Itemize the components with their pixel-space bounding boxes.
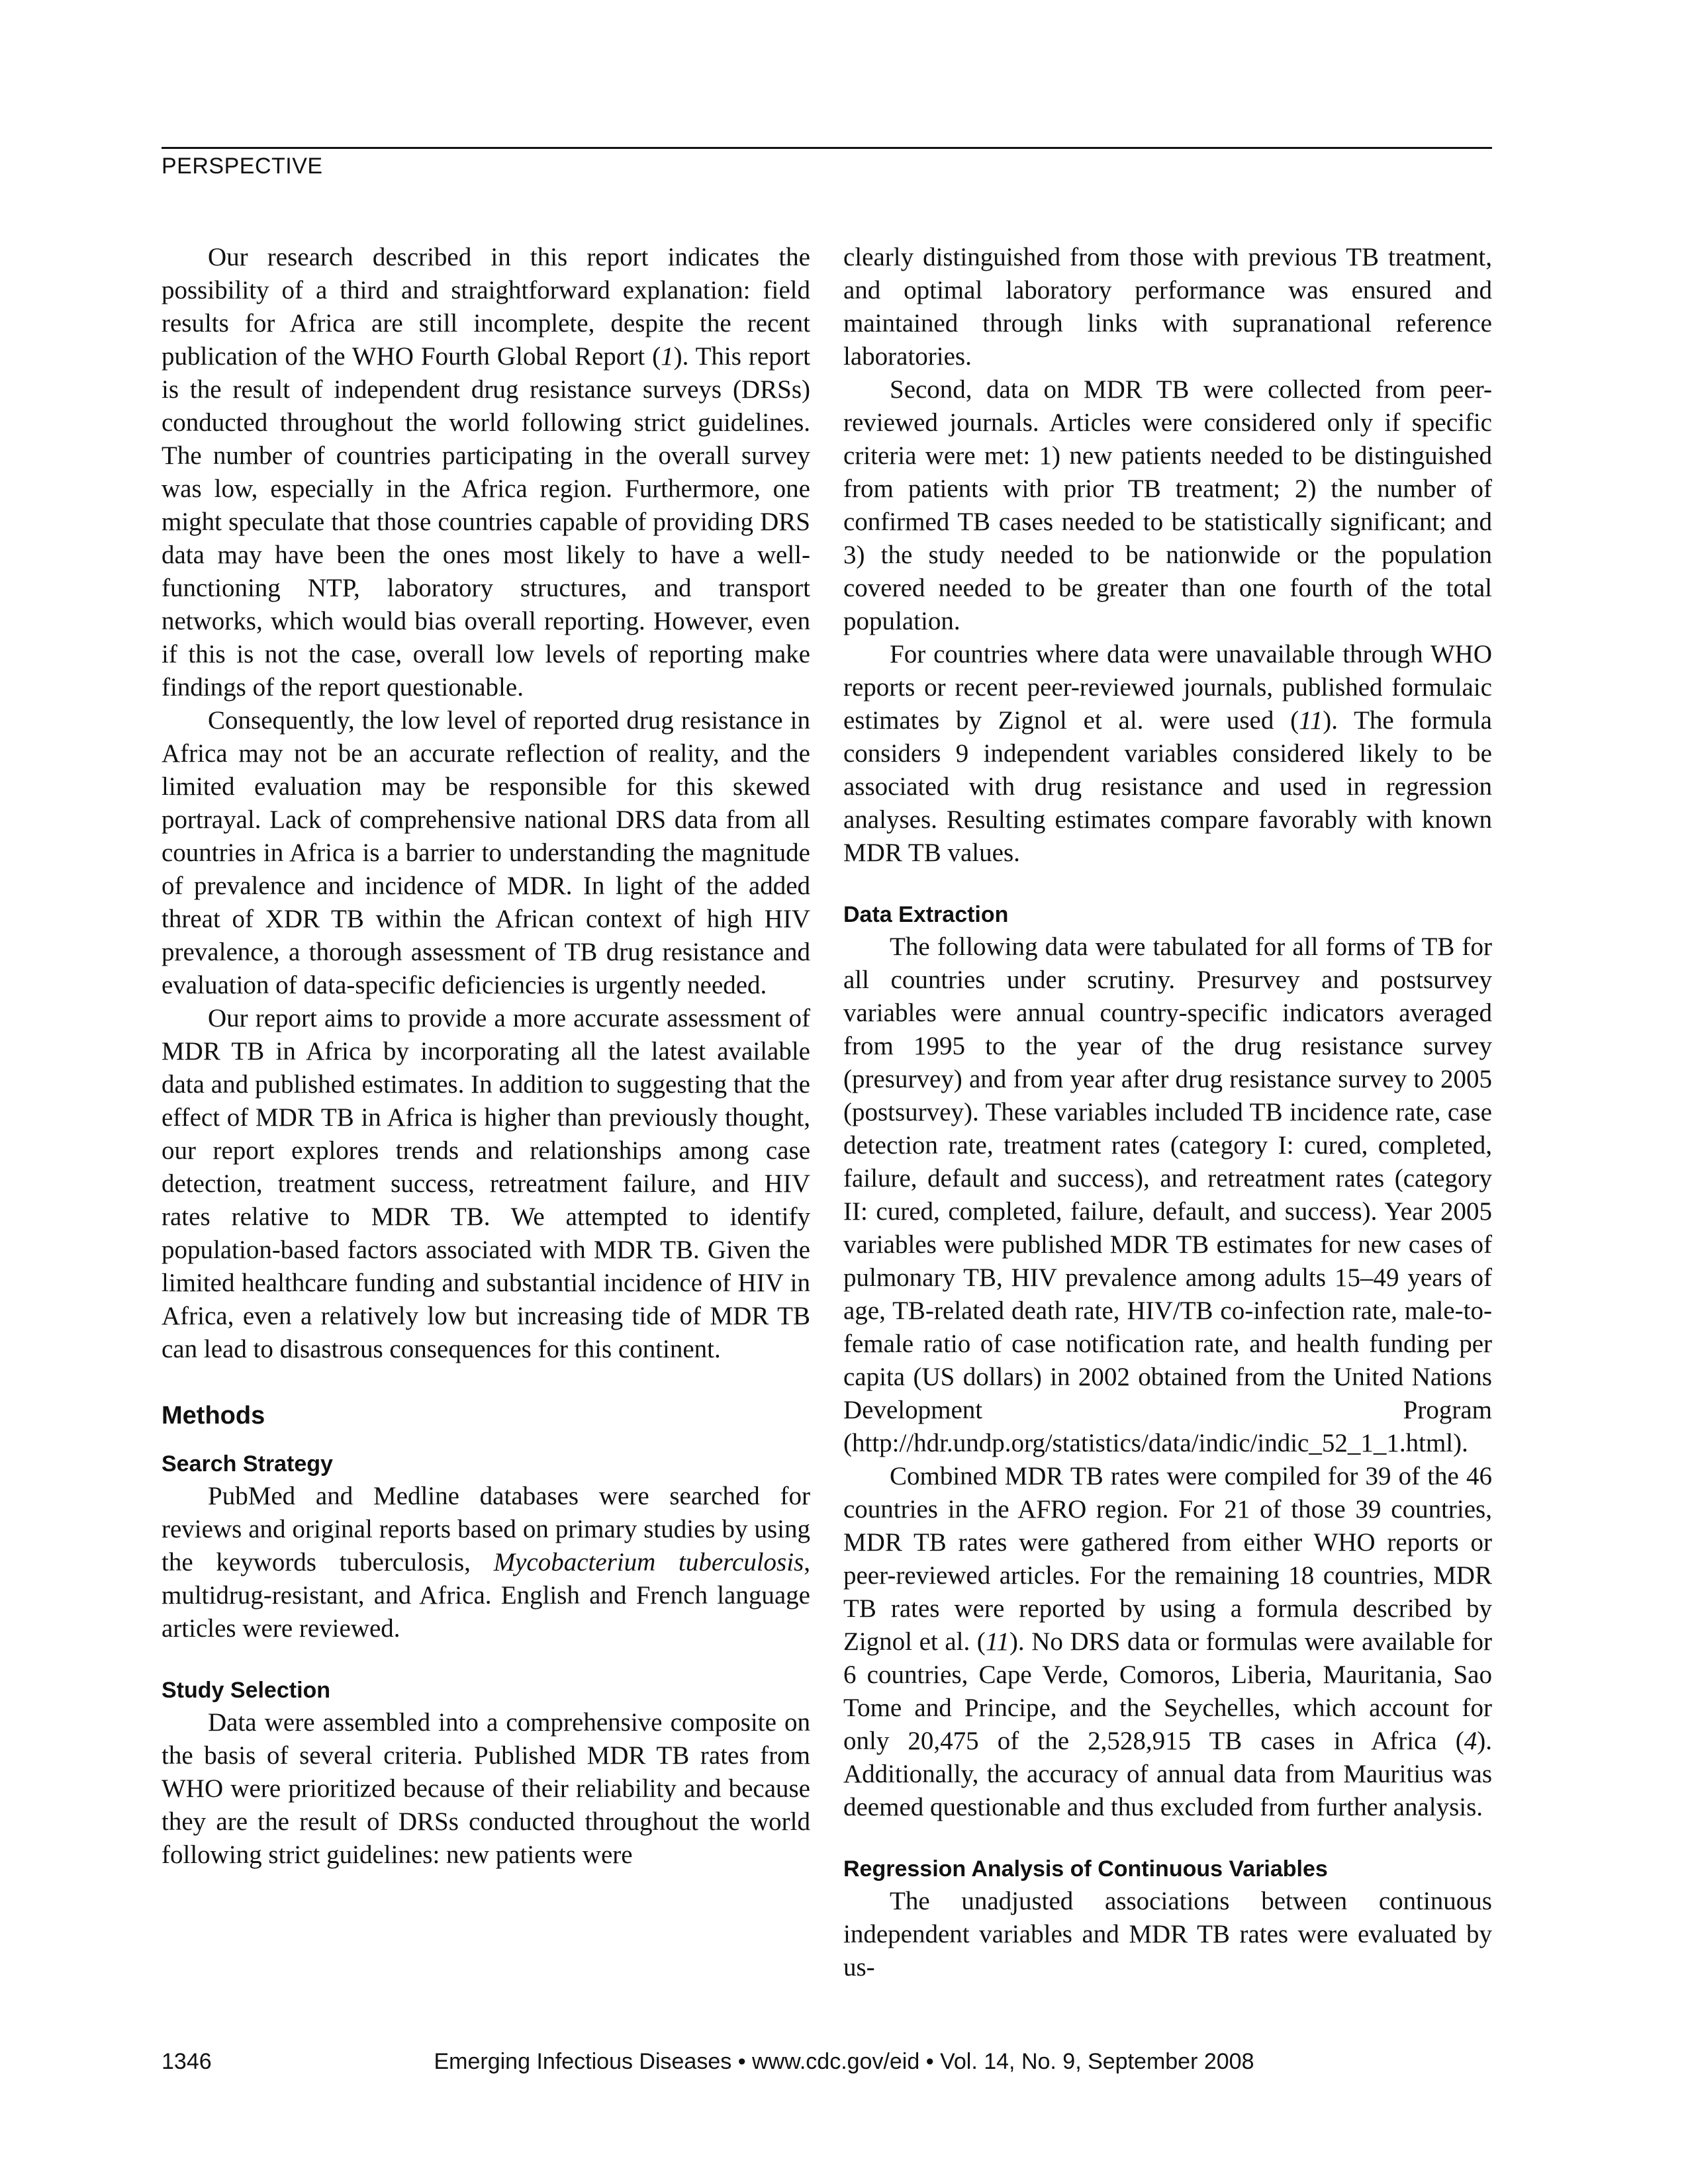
paragraph: Second, data on MDR TB were collected from peer-reviewed journals. Articles were considered only if specific criteria were met: 1) new patients needed to be distinguished from patients with prior TB treatment; 2) the number of confirmed TB cases needed to be statistically significant; and 3) the study needed to be nationwide or the population covered needed to be greater than one fourth of the total population. [843, 375, 1492, 635]
paragraph: clearly distinguished from those with previous TB treatment, and optimal laboratory performance was ensured and maintained through links with supranational reference laboratories. [843, 243, 1492, 371]
page-number: 1346 [162, 2049, 212, 2074]
search-strategy-heading: Search Strategy [162, 1451, 333, 1477]
methods-heading: Methods [162, 1402, 265, 1430]
paragraph: Our research described in this report indicates the possibility of a third and straightforward explanation: field results for Africa are still incomplete, despite the recent publication of the WHO Fourth Global Report (1). This report is the result of independent drug resistance surveys (DRSs) conducted throughout the world following strict guidelines. The number of countries participating in the overall survey was low, especially in the Africa region. Furthermore, one might speculate that those countries capable of providing DRS data may have been the ones most likely to have a well-functioning NTP, laboratory structures, and transport networks, which would bias overall reporting. However, even if this is not the case, overall low levels of reporting make findings of the report questionable. [162, 243, 810, 702]
data-extraction-heading: Data Extraction [843, 902, 1009, 927]
reference: 11 [1299, 706, 1323, 735]
journal-footer: Emerging Infectious Diseases • www.cdc.gov/eid • Vol. 14, No. 9, September 2008 [434, 2049, 1254, 2074]
section-label: PERSPECTIVE [162, 154, 323, 179]
paragraph: Data were assembled into a comprehensive composite on the basis of several criteria. Published MDR TB rates from WHO were prioritized because of their reliability and because they are the result of DRSs conducted throughout the world following strict guidelines: new patients were [162, 1708, 810, 1869]
paragraph: Combined MDR TB rates were compiled for 39 of the 46 countries in the AFRO region. For 21 of those 39 countries, MDR TB rates were gathered from either WHO reports or peer-reviewed articles. For the remaining 18 countries, MDR TB rates were reported by using a formula described by Zignol et al. (11). No DRS data or formulas were available for 6 countries, Cape Verde, Comoros, Liberia, Mauritania, Sao Tome and Principe, and the Seychelles, which account for only 20,475 of the 2,528,915 TB cases in Africa (4). Additionally, the accuracy of annual data from Mauritius was deemed questionable and thus excluded from further analysis. [843, 1462, 1492, 1821]
reference: 1 [661, 342, 674, 371]
reference: 11 [985, 1627, 1009, 1656]
paragraph: Our report aims to provide a more accurate assessment of MDR TB in Africa by incorporating all the latest available data and published estimates. In addition to suggesting that the effect of MDR TB in Africa is higher than previously thought, our report explores trends and relationships among case detection, treatment success, retreatment failure, and HIV rates relative to MDR TB. We attempted to identify population-based factors associated with MDR TB. Given the limited healthcare funding and substantial incidence of HIV in Africa, even a relatively low but increasing tide of MDR TB can lead to disastrous consequences for this continent. [162, 1004, 810, 1363]
reference: 4 [1464, 1727, 1477, 1755]
regression-heading: Regression Analysis of Continuous Variables [843, 1856, 1328, 1882]
paragraph: Consequently, the low level of reported drug resistance in Africa may not be an accurate reflection of reality, and the limited evaluation may be responsible for this skewed portrayal. Lack of comprehensive national DRS data from all countries in Africa is a barrier to understanding the magnitude of prevalence and incidence of MDR. In light of the added threat of XDR TB within the African context of high HIV prevalence, a thorough assessment of TB drug resistance and evaluation of data-specific deficiencies is urgently needed. [162, 706, 810, 999]
paragraph: The following data were tabulated for all forms of TB for all countries under scrutiny. Presurvey and postsurvey variables were annual country-specific indicators averaged from 1995 to the year of the drug resistance survey (presurvey) and from year after drug resistance survey to 2005 (postsurvey). These variables included TB incidence rate, case detection rate, treatment rates (category I: cured, completed, failure, default and success), and retreatment rates (category II: cured, completed, failure, default, and success). Year 2005 variables were published MDR TB estimates for new cases of pulmonary TB, HIV prevalence among adults 15–49 years of age, TB-related death rate, HIV/TB co-infection rate, male-to-female ratio of case notification rate, and health funding per capita (US dollars) in 2002 obtained from the United Nations Development Program (http://hdr.undp.org/statistics/data/indic/indic_52_1_1.html). [843, 933, 1492, 1457]
header-rule [162, 147, 1492, 149]
paragraph: For countries where data were unavailable through WHO reports or recent peer-reviewed journals, published formulaic estimates by Zignol et al. were used (11). The formula considers 9 independent variables considered likely to be associated with drug resistance and used in regression analyses. Resulting estimates compare favorably with known MDR TB values. [843, 640, 1492, 867]
species-name: Mycobacterium tuberculosis [493, 1548, 804, 1576]
paragraph: PubMed and Medline databases were searched for reviews and original reports based on primary studies by using the keywords tuberculosis, Mycobacterium tuberculosis, multidrug-resistant, and Africa. English and French language articles were reviewed. [162, 1482, 810, 1643]
study-selection-heading: Study Selection [162, 1678, 331, 1703]
right-column [843, 241, 1492, 1984]
paragraph: The unadjusted associations between continuous independent variables and MDR TB rates were evaluated by us- [843, 1887, 1492, 1981]
left-column [162, 241, 810, 1872]
